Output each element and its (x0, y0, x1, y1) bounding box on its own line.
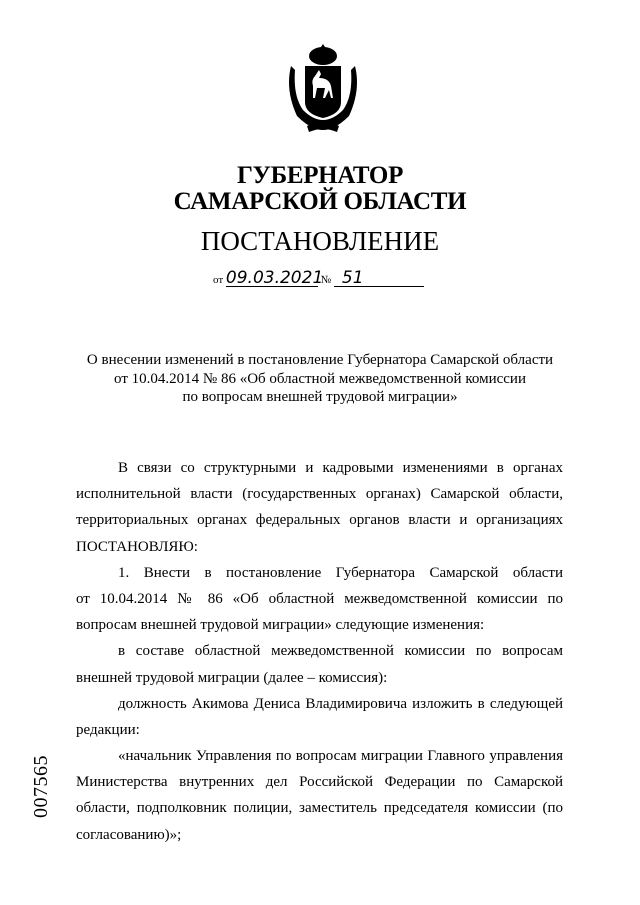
body-line: в составе областной межведомственной комиссии по вопросам (118, 643, 563, 660)
number-prefix: № (320, 274, 332, 286)
document-type: ПОСТАНОВЛЕНИЕ (200, 226, 440, 256)
authority-name-line2: САМАРСКОЙ ОБЛАСТИ (173, 188, 467, 215)
body-line: от 10.04.2014 № 86 «Об областной межведомственной комиссии по (76, 590, 563, 607)
document-date: 09.03.2021 (225, 268, 324, 288)
document-number: 51 (334, 270, 424, 287)
body-line: должность Акимова Дениса Владимировича изложить в следующей (118, 695, 563, 712)
body-line: Министерства внутренних дел Российской Федерации по Самарской (76, 774, 563, 791)
body-line: 1. Внести в постановление Губернатора Самарской области (118, 564, 563, 581)
body-line: «начальник Управления по вопросам миграции Главного управления (118, 748, 563, 765)
body-line: редакции: (76, 721, 140, 738)
authority-name-line1: ГУБЕРНАТОР (236, 162, 404, 189)
body-line: согласованию)»; (76, 826, 182, 843)
title-line: от 10.04.2014 № 86 «Об областной межведомственной комиссии (114, 370, 526, 387)
body-line: ПОСТАНОВЛЯЮ: (76, 538, 198, 555)
body-line: внешней трудовой миграции (далее – комиссия): (76, 669, 388, 686)
body-line: области, подполковник полиции, заместитель председателя комиссии (по (76, 800, 563, 817)
date-prefix: от (213, 274, 224, 286)
coat-of-arms-emblem (277, 42, 369, 134)
body-line: исполнительной власти (государственных органах) Самарской области, (76, 486, 563, 503)
body-line: вопросам внешней трудовой миграции» следующие изменения: (76, 617, 485, 634)
registration-number: 007565 (30, 755, 52, 818)
body-line: территориальных органах федеральных органов власти и организациях (76, 512, 563, 529)
date-number-line (213, 270, 424, 287)
body-line: В связи со структурными и кадровыми изменениями в органах (118, 460, 563, 476)
title-line: О внесении изменений в постановление Губернатора Самарской области (86, 352, 554, 368)
title-line: по вопросам внешней трудовой миграции» (182, 389, 458, 405)
document-title (60, 351, 580, 407)
document-body (76, 455, 563, 848)
